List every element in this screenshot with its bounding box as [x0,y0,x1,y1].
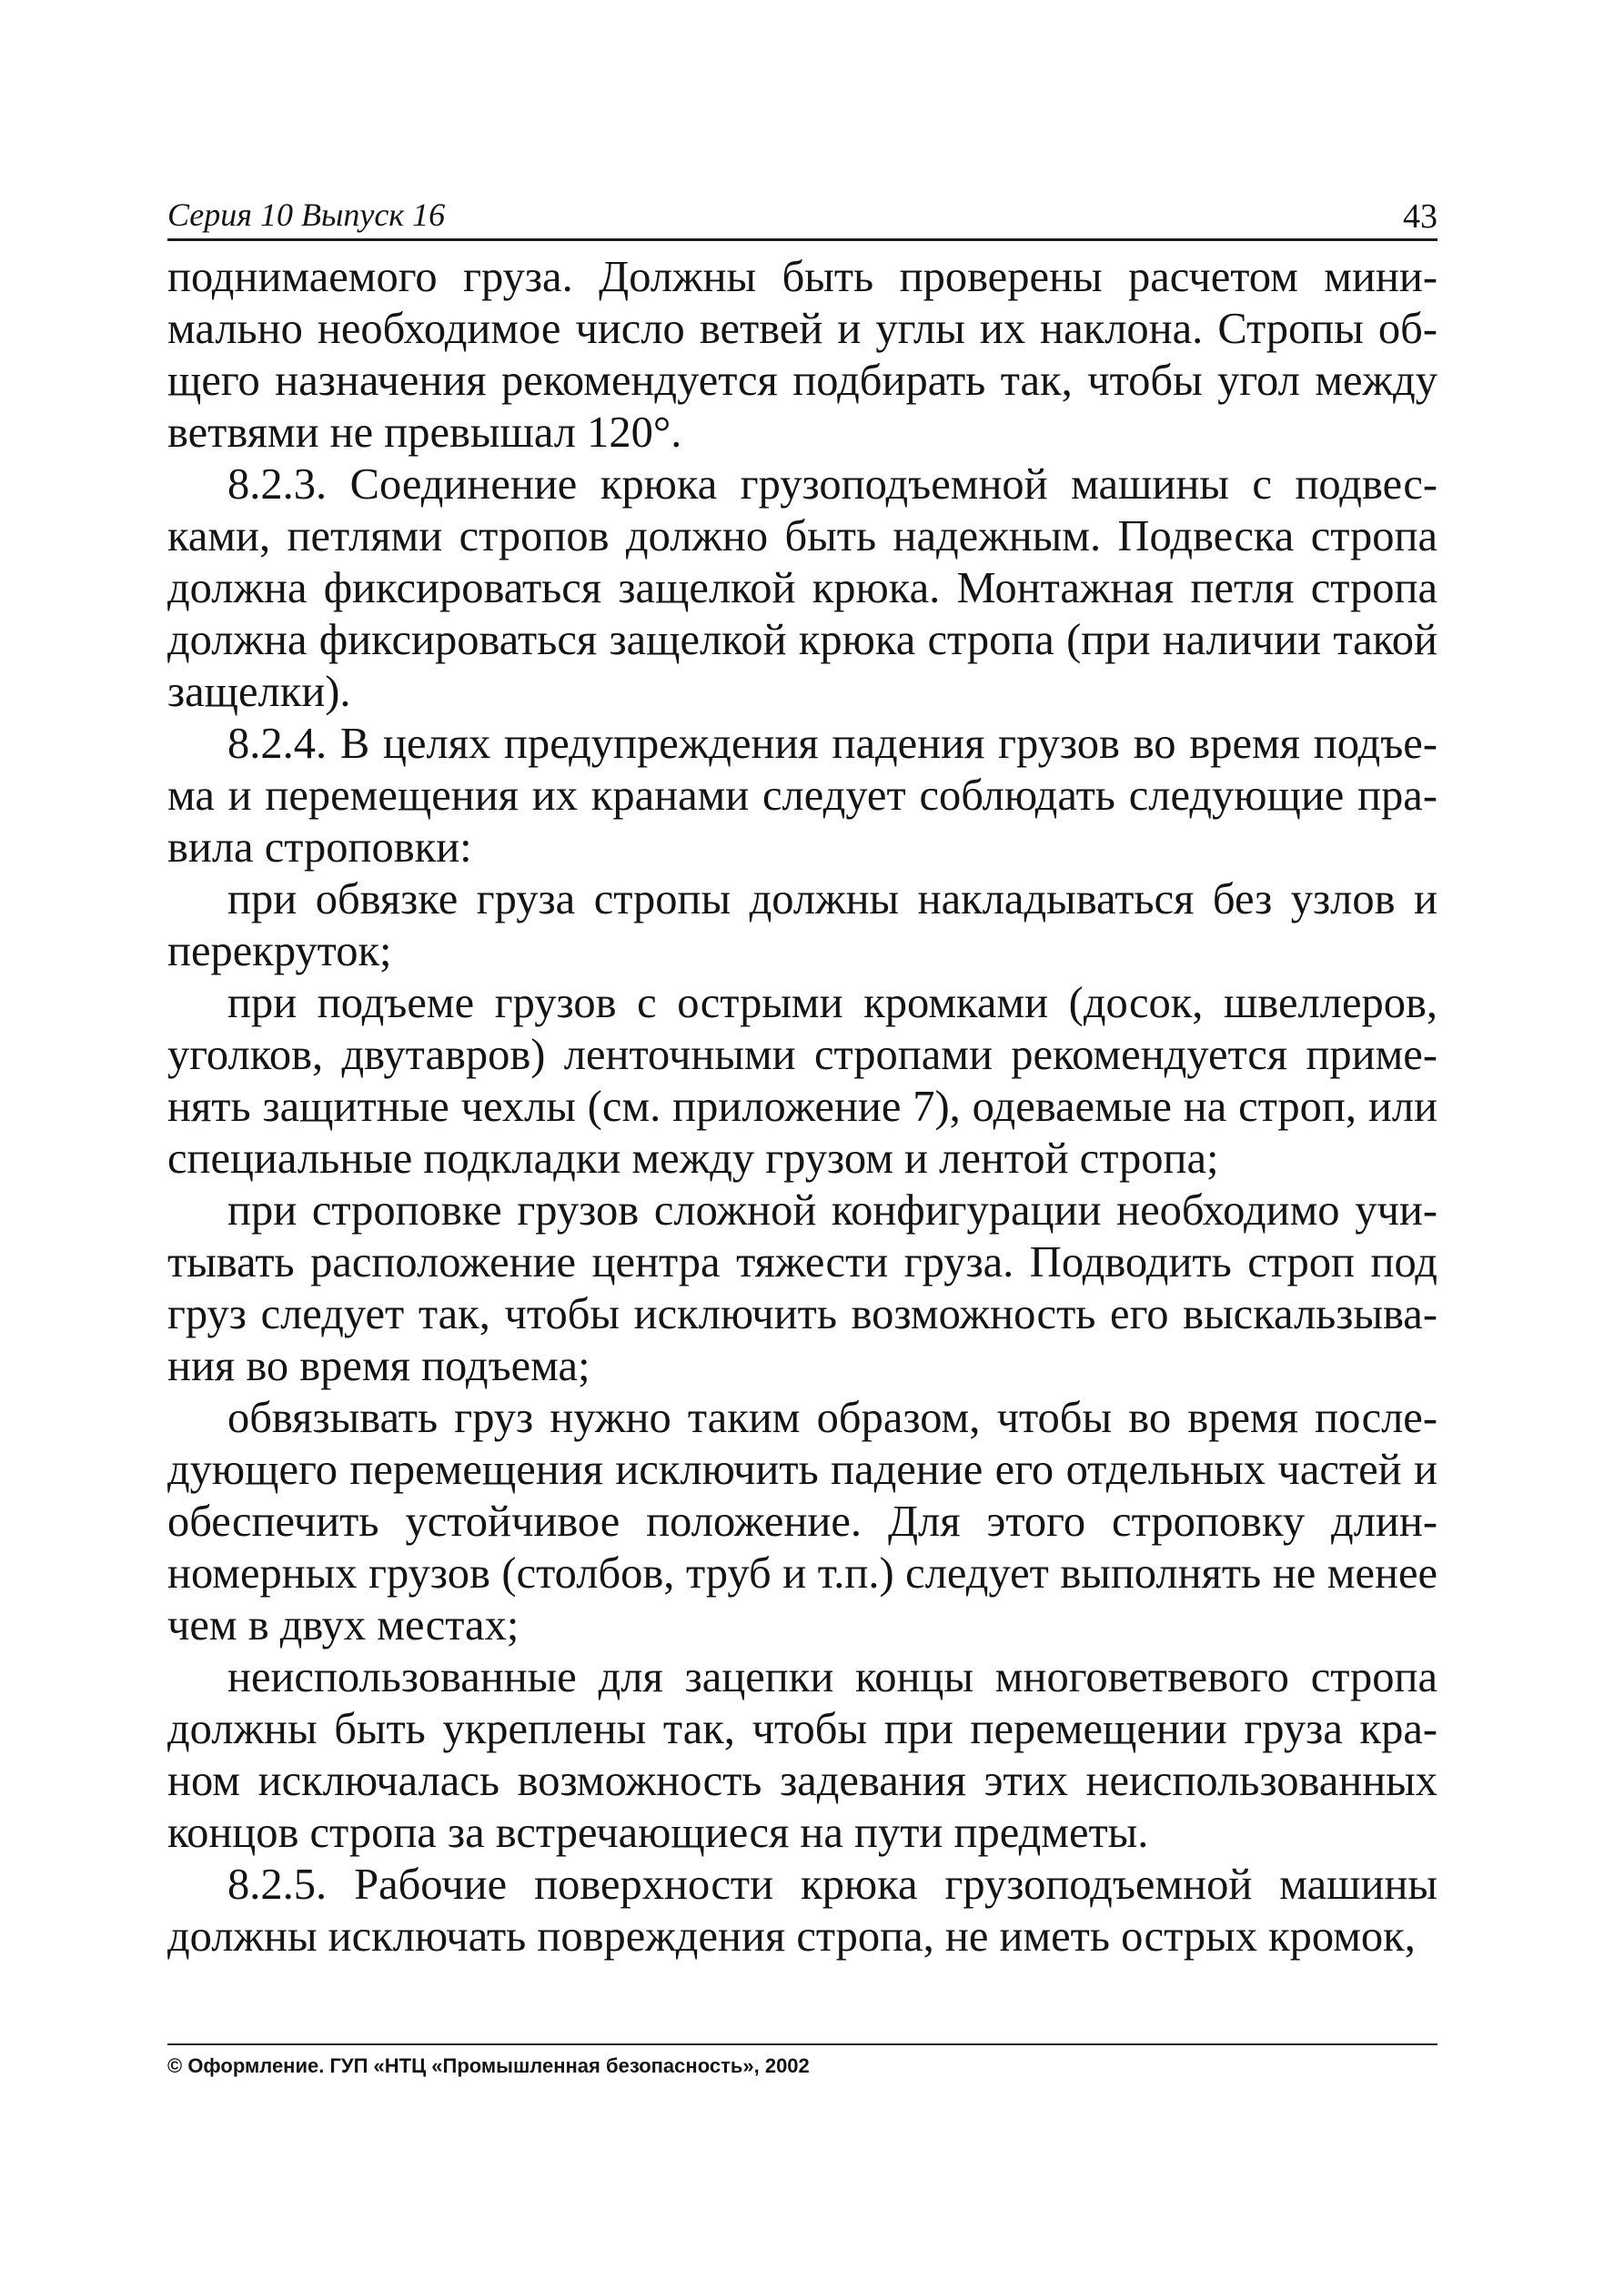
page-header [167,189,1437,240]
rule-item-complex-shape: при строповке грузов сложной конфигурации необходимо учитывать расположение центра тяжести груза. Подводить строп под груз следует так, чтобы исключить возможность его выскальзывания во время подъема; [167,1186,1437,1390]
paragraph-8-2-3: 8.2.3. Соединение крюка грузоподъемной машины с подвесками, петлями стропов должно быть надежным. Подвеска стропа должна фиксироваться защелкой крюка. Монтажная петля стропа должна фиксироваться защелкой крюка стропа (при наличии такой защелки). [167,460,1437,716]
rule-item-binding: обвязывать груз нужно таким образом, чтобы во время последующего перемещения исключить падение его отдельных частей и обеспечить устойчивое положение. Для этого строповку длинномерных грузов (столбов, труб и т.п.) следует выполнять не менее чем в двух местах; [167,1394,1437,1650]
page-number: 43 [1403,197,1437,236]
paragraph-continuation: поднимаемого груза. Должны быть проверены расчетом минимально необходимое число ветвей и углы их наклона. Стропы общего назначения рекомендуется подбирать так, чтобы угол между ветвями не превышал 120°. [167,253,1437,457]
header-divider [167,238,1437,241]
footer-divider [167,2043,1437,2045]
series-title: Серия 10 Выпуск 16 [167,197,446,233]
paragraph-8-2-5: 8.2.5. Рабочие поверхности крюка грузоподъемной машины должны исключать повреждения стропа, не иметь острых кромок, [167,1861,1437,1961]
footer-copyright: © Оформление. ГУП «НТЦ «Промышленная безопасность», 2002 [167,2054,810,2077]
document-body [167,251,1437,1962]
rule-item-sharp-edges: при подъеме грузов с острыми кромками (досок, швеллеров, уголков, двутавров) ленточными стропами рекомендуется применять защитные чехлы (см. приложение 7), одеваемые на строп, или специальные подкладки между грузом и лентой стропа; [167,979,1437,1183]
rule-item-tying: при обвязке груза стропы должны накладываться без узлов и перекруток; [167,875,1437,975]
rule-item-unused-ends: неиспользованные для зацепки концы многоветвевого стропа должны быть укреплены так, чтобы при перемещении груза краном исключалась возможность задевания этих неиспользованных концов стропа за встречающиеся на пути предметы. [167,1653,1437,1857]
paragraph-8-2-4: 8.2.4. В целях предупреждения падения грузов во время подъема и перемещения их кранами следует соблюдать следующие правила строповки: [167,720,1437,872]
